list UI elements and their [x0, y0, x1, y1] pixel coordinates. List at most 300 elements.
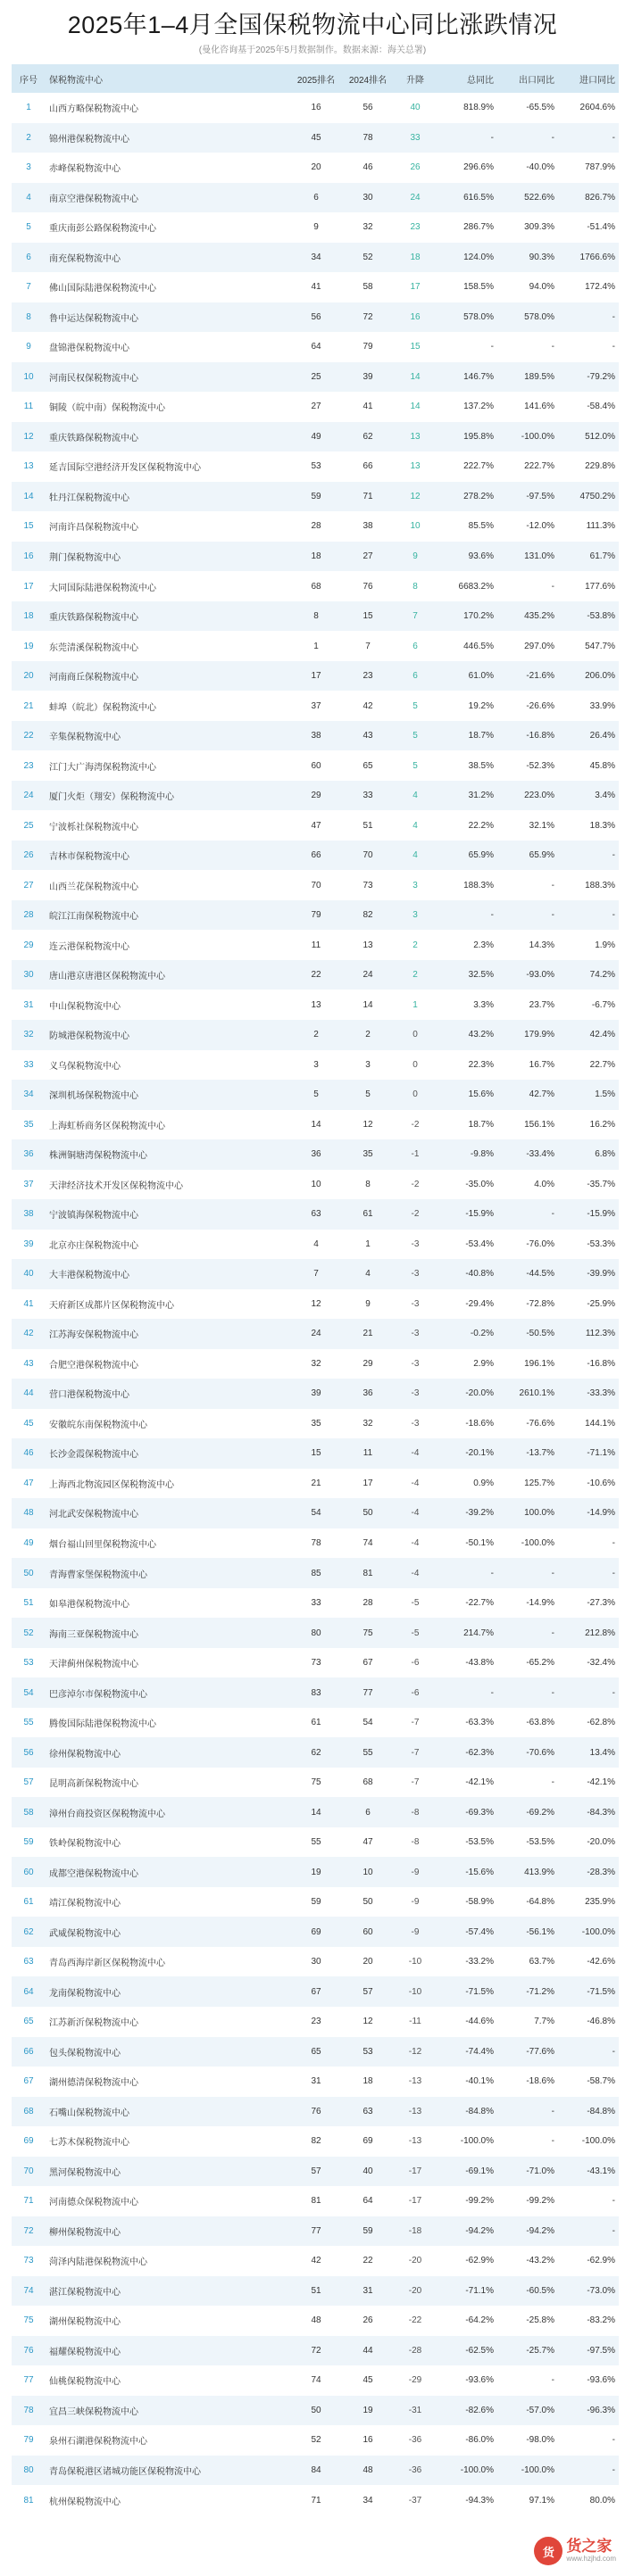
row-rank-2024: 81 [362, 1568, 373, 1578]
row-import-yoy: -96.3% [587, 2405, 615, 2415]
table-row [12, 153, 619, 183]
row-total-yoy: 6683.2% [458, 581, 494, 592]
row-rank-2024: 68 [362, 1777, 373, 1788]
row-export-yoy: 97.1% [529, 2495, 554, 2506]
row-center-name: 铜陵（皖中南）保税物流中心 [49, 403, 165, 414]
row-change: -18 [408, 2225, 422, 2236]
row-change: -36 [408, 2464, 422, 2475]
row-rank-2025: 11 [311, 940, 321, 950]
table-row [12, 571, 619, 601]
row-change: -10 [408, 1957, 422, 1967]
row-center-name: 河南许昌保税物流中心 [49, 523, 138, 534]
row-import-yoy: 42.4% [589, 1030, 615, 1040]
row-rank-2024: 78 [362, 132, 373, 143]
row-change: -3 [411, 1298, 420, 1309]
row-total-yoy: -39.2% [465, 1508, 494, 1519]
row-export-yoy: - [551, 2106, 554, 2116]
row-change: -17 [408, 2196, 422, 2207]
row-center-name: 七苏木保税物流中心 [49, 2138, 129, 2149]
table-row [12, 2485, 619, 2515]
row-rank-2024: 24 [362, 970, 373, 981]
watermark [534, 2537, 616, 2565]
row-center-name: 河南德众保税物流中心 [49, 2198, 138, 2208]
row-rank-2024: 19 [362, 2405, 373, 2415]
row-export-yoy: -71.2% [526, 1986, 554, 1997]
row-rank-2025: 27 [311, 402, 321, 412]
row-index: 42 [23, 1329, 34, 1339]
row-import-yoy: -97.5% [587, 2345, 615, 2356]
row-center-name: 防城港保税物流中心 [49, 1031, 129, 1042]
row-change: 26 [410, 162, 421, 173]
row-index: 19 [23, 641, 34, 651]
row-change: 15 [410, 342, 421, 352]
table-row [12, 1469, 619, 1499]
row-total-yoy: 146.7% [463, 371, 494, 382]
row-change: -31 [408, 2405, 422, 2415]
row-change: -4 [411, 1538, 420, 1548]
row-center-name: 株洲铜塘湾保税物流中心 [49, 1151, 147, 1162]
row-center-name: 菏泽内陆港保税物流中心 [49, 2257, 147, 2268]
row-total-yoy: 278.2% [463, 491, 494, 501]
row-center-name: 腾俊国际陆港保税物流中心 [49, 1719, 156, 1730]
row-change: -2 [411, 1209, 420, 1220]
row-total-yoy: -9.8% [470, 1149, 494, 1160]
table-row [12, 212, 619, 243]
table-row [12, 1558, 619, 1588]
row-export-yoy: -21.6% [526, 671, 554, 682]
row-rank-2025: 41 [311, 282, 321, 293]
row-rank-2024: 55 [362, 1747, 373, 1758]
row-rank-2025: 79 [311, 910, 321, 921]
row-index: 48 [23, 1508, 34, 1519]
row-rank-2025: 14 [311, 1119, 321, 1130]
row-index: 47 [23, 1478, 34, 1488]
row-export-yoy: 42.7% [529, 1089, 554, 1100]
ranking-table [12, 64, 619, 2515]
row-total-yoy: -69.1% [465, 2166, 494, 2176]
row-change: -28 [408, 2345, 422, 2356]
row-center-name: 合肥空港保税物流中心 [49, 1360, 138, 1371]
page-subtitle: (曼化咨询基于2025年5月数据制作。数据来源：海关总署) [198, 46, 427, 55]
row-total-yoy: -44.6% [465, 2017, 494, 2027]
row-rank-2025: 31 [311, 2076, 321, 2087]
row-export-yoy: -72.8% [526, 1298, 554, 1309]
row-import-yoy: - [612, 910, 615, 921]
row-rank-2024: 12 [362, 1119, 373, 1130]
row-export-yoy: - [551, 342, 554, 352]
row-total-yoy: -20.0% [465, 1388, 494, 1399]
row-rank-2025: 50 [311, 2405, 321, 2415]
row-rank-2024: 4 [365, 1269, 371, 1280]
row-center-name: 重庆铁路保税物流中心 [49, 613, 138, 624]
row-change: -20 [408, 2285, 422, 2296]
table-row [12, 1289, 619, 1320]
row-import-yoy: 206.0% [585, 671, 615, 682]
row-rank-2024: 15 [362, 611, 373, 622]
row-center-name: 泉州石湖港保税物流中心 [49, 2437, 147, 2448]
row-import-yoy: 18.3% [589, 820, 615, 831]
row-rank-2025: 81 [311, 2196, 321, 2207]
table-row [12, 841, 619, 871]
row-change: 6 [412, 671, 418, 682]
row-export-yoy: - [551, 2136, 554, 2147]
row-import-yoy: - [612, 342, 615, 352]
row-export-yoy: - [551, 1687, 554, 1698]
row-center-name: 昆明高新保税物流中心 [49, 1779, 138, 1790]
row-total-yoy: 2.9% [473, 1358, 494, 1369]
row-export-yoy: 297.0% [524, 641, 554, 651]
row-import-yoy: 177.6% [585, 581, 615, 592]
row-export-yoy: -65.5% [526, 103, 554, 113]
row-index: 10 [23, 371, 34, 382]
table-row [12, 1947, 619, 1977]
row-rank-2025: 73 [311, 1658, 321, 1669]
row-center-name: 山西兰花保税物流中心 [49, 882, 138, 892]
table-row [12, 1139, 619, 1170]
row-rank-2025: 12 [311, 1298, 321, 1309]
row-change: -9 [411, 1867, 420, 1877]
row-import-yoy: 512.0% [585, 431, 615, 442]
row-import-yoy: - [612, 2046, 615, 2057]
row-index: 27 [23, 880, 34, 890]
row-index: 64 [23, 1986, 34, 1997]
row-total-yoy: -69.3% [465, 1807, 494, 1818]
row-rank-2025: 76 [311, 2106, 321, 2116]
row-index: 1 [26, 103, 31, 113]
row-rank-2024: 79 [362, 342, 373, 352]
row-import-yoy: - [612, 2464, 615, 2475]
row-rank-2024: 45 [362, 2375, 373, 2386]
row-import-yoy: -39.9% [587, 1269, 615, 1280]
row-export-yoy: - [551, 1209, 554, 1220]
row-export-yoy: -100.0% [521, 2464, 554, 2475]
row-center-name: 湖州德清保税物流中心 [49, 2078, 138, 2089]
row-total-yoy: -15.9% [465, 1209, 494, 1220]
row-total-yoy: -33.2% [465, 1957, 494, 1967]
row-rank-2024: 59 [362, 2225, 373, 2236]
row-total-yoy: - [490, 910, 494, 921]
row-import-yoy: -79.2% [587, 371, 615, 382]
table-row [12, 1917, 619, 1947]
row-rank-2024: 74 [362, 1538, 373, 1548]
row-import-yoy: -58.4% [587, 402, 615, 412]
table-row [12, 2157, 619, 2187]
row-total-yoy: 124.0% [463, 252, 494, 262]
row-center-name: 重庆铁路保税物流中心 [49, 433, 138, 443]
row-export-yoy: - [551, 2375, 554, 2386]
row-import-yoy: - [612, 311, 615, 322]
row-change: 17 [410, 282, 421, 293]
row-rank-2025: 35 [311, 1418, 321, 1429]
row-export-yoy: -50.5% [526, 1329, 554, 1339]
row-change: 14 [410, 402, 421, 412]
row-center-name: 江苏新沂保税物流中心 [49, 2018, 138, 2029]
row-change: -7 [411, 1747, 420, 1758]
row-rank-2024: 16 [362, 2435, 373, 2446]
table-row [12, 1857, 619, 1887]
row-total-yoy: -86.0% [465, 2435, 494, 2446]
row-center-name: 河北武安保税物流中心 [49, 1510, 138, 1520]
row-import-yoy: -51.4% [587, 222, 615, 233]
table-body [12, 93, 619, 2515]
row-rank-2024: 33 [362, 791, 373, 801]
row-center-name: 福耀保税物流中心 [49, 2347, 121, 2357]
row-rank-2024: 12 [362, 2017, 373, 2027]
row-total-yoy: 18.7% [468, 1119, 494, 1130]
row-export-yoy: -71.0% [526, 2166, 554, 2176]
row-total-yoy: 85.5% [468, 521, 494, 532]
row-index: 70 [23, 2166, 34, 2176]
row-rank-2025: 32 [311, 1358, 321, 1369]
row-change: 18 [410, 252, 421, 262]
row-rank-2025: 48 [311, 2315, 321, 2326]
row-rank-2025: 42 [311, 2256, 321, 2266]
row-index: 20 [23, 671, 34, 682]
header-rank-2024: 2024排名 [348, 75, 388, 86]
row-center-name: 延吉国际空港经济开发区保税物流中心 [49, 463, 201, 474]
table-row [12, 2246, 619, 2276]
row-rank-2024: 51 [362, 820, 373, 831]
row-rank-2025: 30 [311, 1957, 321, 1967]
row-total-yoy: -99.2% [465, 2196, 494, 2207]
row-total-yoy: -0.2% [470, 1329, 494, 1339]
row-import-yoy: 16.2% [589, 1119, 615, 1130]
row-center-name: 天津经济技术开发区保税物流中心 [49, 1180, 183, 1191]
row-export-yoy: -77.6% [526, 2046, 554, 2057]
row-change: 4 [412, 791, 418, 801]
row-import-yoy: 172.4% [585, 282, 615, 293]
row-index: 32 [23, 1030, 34, 1040]
row-import-yoy: -14.9% [587, 1508, 615, 1519]
row-import-yoy: 61.7% [589, 551, 615, 561]
row-center-name: 烟台福山回里保税物流中心 [49, 1540, 156, 1550]
row-import-yoy: -62.9% [587, 2256, 615, 2266]
row-total-yoy: 93.6% [468, 551, 494, 561]
row-export-yoy: 156.1% [524, 1119, 554, 1130]
row-rank-2025: 68 [311, 581, 321, 592]
table-row [12, 1677, 619, 1708]
row-index: 28 [23, 910, 34, 921]
row-change: -4 [411, 1568, 420, 1578]
row-rank-2025: 65 [311, 2046, 321, 2057]
row-center-name: 上海虹桥商务区保税物流中心 [49, 1121, 165, 1131]
row-import-yoy: 111.3% [586, 521, 615, 532]
row-total-yoy: -100.0% [460, 2136, 494, 2147]
row-rank-2025: 23 [311, 2017, 321, 2027]
row-index: 52 [23, 1628, 34, 1638]
row-total-yoy: -29.4% [465, 1298, 494, 1309]
row-export-yoy: 413.9% [524, 1867, 554, 1877]
table-row [12, 482, 619, 512]
row-change: 0 [412, 1059, 418, 1070]
row-index: 8 [26, 311, 31, 322]
row-rank-2025: 34 [311, 252, 321, 262]
row-export-yoy: -63.8% [526, 1718, 554, 1728]
table-row [12, 451, 619, 482]
row-center-name: 成都空港保税物流中心 [49, 1868, 138, 1879]
row-center-name: 皖江江南保税物流中心 [49, 912, 138, 923]
row-center-name: 宁波镇海保税物流中心 [49, 1211, 138, 1222]
row-index: 29 [23, 940, 34, 950]
row-rank-2025: 21 [311, 1478, 321, 1488]
row-center-name: 江苏海安保税物流中心 [49, 1330, 138, 1341]
row-export-yoy: - [551, 1628, 554, 1638]
row-change: -36 [408, 2435, 422, 2446]
row-export-yoy: 223.0% [524, 791, 554, 801]
row-export-yoy: -14.9% [526, 1598, 554, 1609]
row-index: 49 [23, 1538, 34, 1548]
row-total-yoy: - [490, 1687, 494, 1698]
row-export-yoy: 14.3% [529, 940, 554, 950]
row-total-yoy: 22.3% [468, 1059, 494, 1070]
table-row [12, 1349, 619, 1379]
row-total-yoy: -50.1% [465, 1538, 494, 1548]
row-rank-2024: 66 [362, 461, 373, 472]
row-rank-2025: 83 [311, 1687, 321, 1698]
row-export-yoy: -13.7% [526, 1448, 554, 1459]
row-center-name: 赤峰保税物流中心 [49, 164, 121, 175]
row-change: 13 [410, 431, 421, 442]
row-total-yoy: 15.6% [468, 1089, 494, 1100]
row-export-yoy: 222.7% [524, 461, 554, 472]
row-center-name: 大同国际陆港保税物流中心 [49, 583, 156, 593]
row-index: 69 [23, 2136, 34, 2147]
row-rank-2025: 16 [311, 103, 321, 113]
table-row [12, 1976, 619, 2007]
row-rank-2025: 10 [311, 1179, 321, 1189]
row-import-yoy: -46.8% [587, 2017, 615, 2027]
row-center-name: 鲁中运达保税物流中心 [49, 313, 138, 324]
row-index: 44 [23, 1388, 34, 1399]
table-row [12, 183, 619, 213]
table-row [12, 1259, 619, 1289]
row-center-name: 唐山港京唐港区保税物流中心 [49, 972, 165, 982]
row-export-yoy: 2610.1% [519, 1388, 554, 1399]
table-row [12, 1797, 619, 1827]
row-index: 35 [23, 1119, 34, 1130]
row-import-yoy: -93.6% [587, 2375, 615, 2386]
row-total-yoy: -84.8% [465, 2106, 494, 2116]
row-import-yoy: -83.2% [587, 2315, 615, 2326]
row-import-yoy: 235.9% [585, 1897, 615, 1908]
row-rank-2024: 23 [362, 671, 373, 682]
row-rank-2025: 66 [311, 850, 321, 861]
row-total-yoy: 32.5% [468, 970, 494, 981]
row-total-yoy: -71.5% [465, 1986, 494, 1997]
row-export-yoy: - [551, 132, 554, 143]
row-total-yoy: -63.3% [465, 1718, 494, 1728]
row-index: 6 [26, 252, 31, 262]
row-index: 26 [23, 850, 34, 861]
table-row [12, 1020, 619, 1050]
row-index: 39 [23, 1238, 34, 1249]
row-rank-2024: 65 [362, 760, 373, 771]
table-row [12, 123, 619, 153]
row-center-name: 龙南保税物流中心 [49, 1988, 121, 1999]
row-rank-2024: 22 [362, 2256, 373, 2266]
row-import-yoy: 826.7% [585, 192, 615, 203]
row-change: -6 [411, 1687, 420, 1698]
row-rank-2025: 61 [311, 1718, 321, 1728]
row-change: -7 [411, 1718, 420, 1728]
row-index: 21 [23, 700, 34, 711]
table-row [12, 781, 619, 811]
row-import-yoy: -53.8% [587, 611, 615, 622]
row-rank-2024: 54 [362, 1718, 373, 1728]
row-rank-2024: 43 [362, 731, 373, 741]
row-total-yoy: 188.3% [463, 880, 494, 890]
row-rank-2024: 13 [362, 940, 373, 950]
row-rank-2024: 8 [365, 1179, 371, 1189]
row-rank-2024: 29 [362, 1358, 373, 1369]
row-change: 5 [412, 700, 418, 711]
row-rank-2025: 24 [311, 1329, 321, 1339]
row-total-yoy: 286.7% [463, 222, 494, 233]
table-row [12, 1737, 619, 1768]
row-total-yoy: -42.1% [465, 1777, 494, 1788]
row-change: -20 [408, 2256, 422, 2266]
row-rank-2025: 29 [311, 791, 321, 801]
row-rank-2024: 58 [362, 282, 373, 293]
row-import-yoy: 45.8% [589, 760, 615, 771]
row-import-yoy: -53.3% [587, 1238, 615, 1249]
row-change: 4 [412, 820, 418, 831]
table-row [12, 2456, 619, 2486]
row-export-yoy: -40.0% [526, 162, 554, 173]
table-row [12, 1528, 619, 1559]
row-import-yoy: -84.8% [587, 2106, 615, 2116]
row-import-yoy: -100.0% [581, 2136, 615, 2147]
row-import-yoy: -42.1% [587, 1777, 615, 1788]
row-center-name: 义乌保税物流中心 [49, 1061, 121, 1072]
row-index: 60 [23, 1867, 34, 1877]
table-row [12, 1170, 619, 1200]
row-rank-2025: 80 [311, 1628, 321, 1638]
row-import-yoy: 1.5% [595, 1089, 615, 1100]
row-rank-2024: 39 [362, 371, 373, 382]
row-index: 80 [23, 2464, 34, 2475]
row-index: 30 [23, 970, 34, 981]
row-rank-2025: 5 [313, 1089, 319, 1100]
row-rank-2025: 9 [313, 222, 319, 233]
row-rank-2024: 21 [362, 1329, 373, 1339]
row-export-yoy: 131.0% [524, 551, 554, 561]
row-index: 56 [23, 1747, 34, 1758]
row-center-name: 南充保税物流中心 [49, 253, 121, 264]
table-row [12, 870, 619, 900]
row-rank-2025: 53 [311, 461, 321, 472]
row-change: -11 [409, 2017, 421, 2027]
header-change: 升降 [406, 75, 424, 86]
row-import-yoy: 6.8% [595, 1149, 615, 1160]
row-rank-2025: 28 [311, 521, 321, 532]
row-import-yoy: -62.8% [587, 1718, 615, 1728]
row-rank-2024: 71 [362, 491, 373, 501]
row-center-name: 东莞清溪保税物流中心 [49, 642, 138, 653]
row-export-yoy: 196.1% [524, 1358, 554, 1369]
row-rank-2024: 52 [362, 252, 373, 262]
row-center-name: 天津蓟州保税物流中心 [49, 1660, 138, 1670]
row-import-yoy: 212.8% [585, 1628, 615, 1638]
row-import-yoy: -25.9% [587, 1298, 615, 1309]
row-export-yoy: -94.2% [526, 2225, 554, 2236]
row-total-yoy: -53.4% [465, 1238, 494, 1249]
row-center-name: 湖州保税物流中心 [49, 2317, 121, 2328]
row-import-yoy: - [612, 850, 615, 861]
row-total-yoy: 38.5% [468, 760, 494, 771]
table-row [12, 1648, 619, 1678]
row-rank-2024: 69 [362, 2136, 373, 2147]
